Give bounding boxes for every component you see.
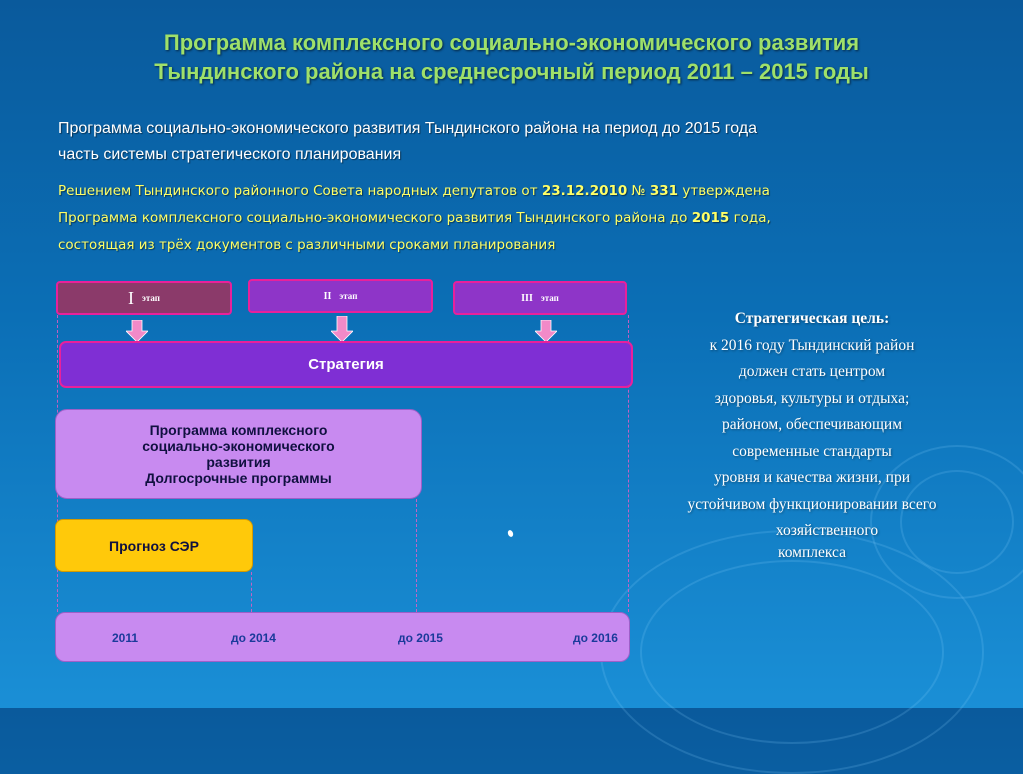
timeline-tick-2016: до 2016 [573,631,618,645]
slide-title [0,28,1023,86]
goal-line: должен стать центром [738,363,886,380]
decision-line-2 [58,205,771,232]
title-line-1: Программа комплексного социально-экономического развития [163,30,860,55]
slide-subtitle [58,116,757,168]
timeline-tick-2014: до 2014 [231,631,276,645]
stage-1-label: этап [142,293,160,303]
decision-date: 23.12.2010 [541,183,628,199]
decision-l1-mid: № [627,183,650,199]
stage-1-number: I [128,287,134,308]
down-arrow-icon [126,320,148,342]
stage-2-number: II [323,290,332,302]
stage-1-box [56,281,232,315]
goal-heading: Стратегическая цель: [734,310,890,327]
stage-3-number: III [521,292,533,304]
down-arrow-icon [535,320,557,342]
forecast-box: Прогноз СЭР [55,519,253,572]
goal-line: хозяйственного [775,522,879,539]
stage-2-label: этап [339,291,358,301]
program-line: социально-экономического [142,438,335,454]
subtitle-line-1: Программа социально-экономического развития Тындинского района на период до 2015 года [58,120,758,137]
timeline-tick-2011: 2011 [112,631,139,645]
decision-l2-post: года, [729,210,771,226]
strategy-box: Стратегия [59,341,633,388]
decision-number: 331 [649,183,679,199]
goal-line: уровня и качества жизни, при [714,469,910,486]
goal-line: устойчивом функционировании всего [687,495,937,513]
decision-l2-pre: Программа комплексного социально-экономического развития Тындинского района до [58,210,692,226]
subtitle-line-2: часть системы стратегического планирования [58,146,402,163]
timeline-tick-2015: до 2015 [398,631,443,645]
goal-line: к 2016 году Тындинский район [709,336,915,354]
program-line: Программа комплексного [149,422,328,438]
decision-l1-post: утверждена [678,183,770,199]
down-arrow-icon [331,316,353,342]
goal-line: современные стандарты [732,442,892,460]
decision-line-3: состоящая из трёх документов с различными сроками планирования [58,237,556,253]
program-line: Долгосрочные программы [145,470,332,486]
program-box [55,409,422,499]
program-line: развития [206,454,271,470]
goal-line: районом, обеспечивающим [721,416,903,433]
goal-line: здоровья, культуры и отдыха; [714,389,910,407]
stage-3-box [453,281,627,315]
ripple-decoration [600,530,984,774]
timeline-bar [55,612,630,662]
guide-line [416,499,417,612]
goal-line: комплекса [777,544,846,561]
stray-dot [507,529,514,537]
decision-year: 2015 [691,210,730,226]
guide-line [251,572,252,612]
decision-l1-pre: Решением Тындинского районного Совета народных депутатов от [58,183,542,199]
stage-3-label: этап [540,293,559,303]
title-line-2: Тындинского района на среднесрочный период 2011 – 2015 годы [154,59,869,84]
strategic-goal [655,306,969,567]
decision-line-1 [58,178,771,205]
decision-text [58,178,771,259]
stage-2-box [248,279,433,313]
